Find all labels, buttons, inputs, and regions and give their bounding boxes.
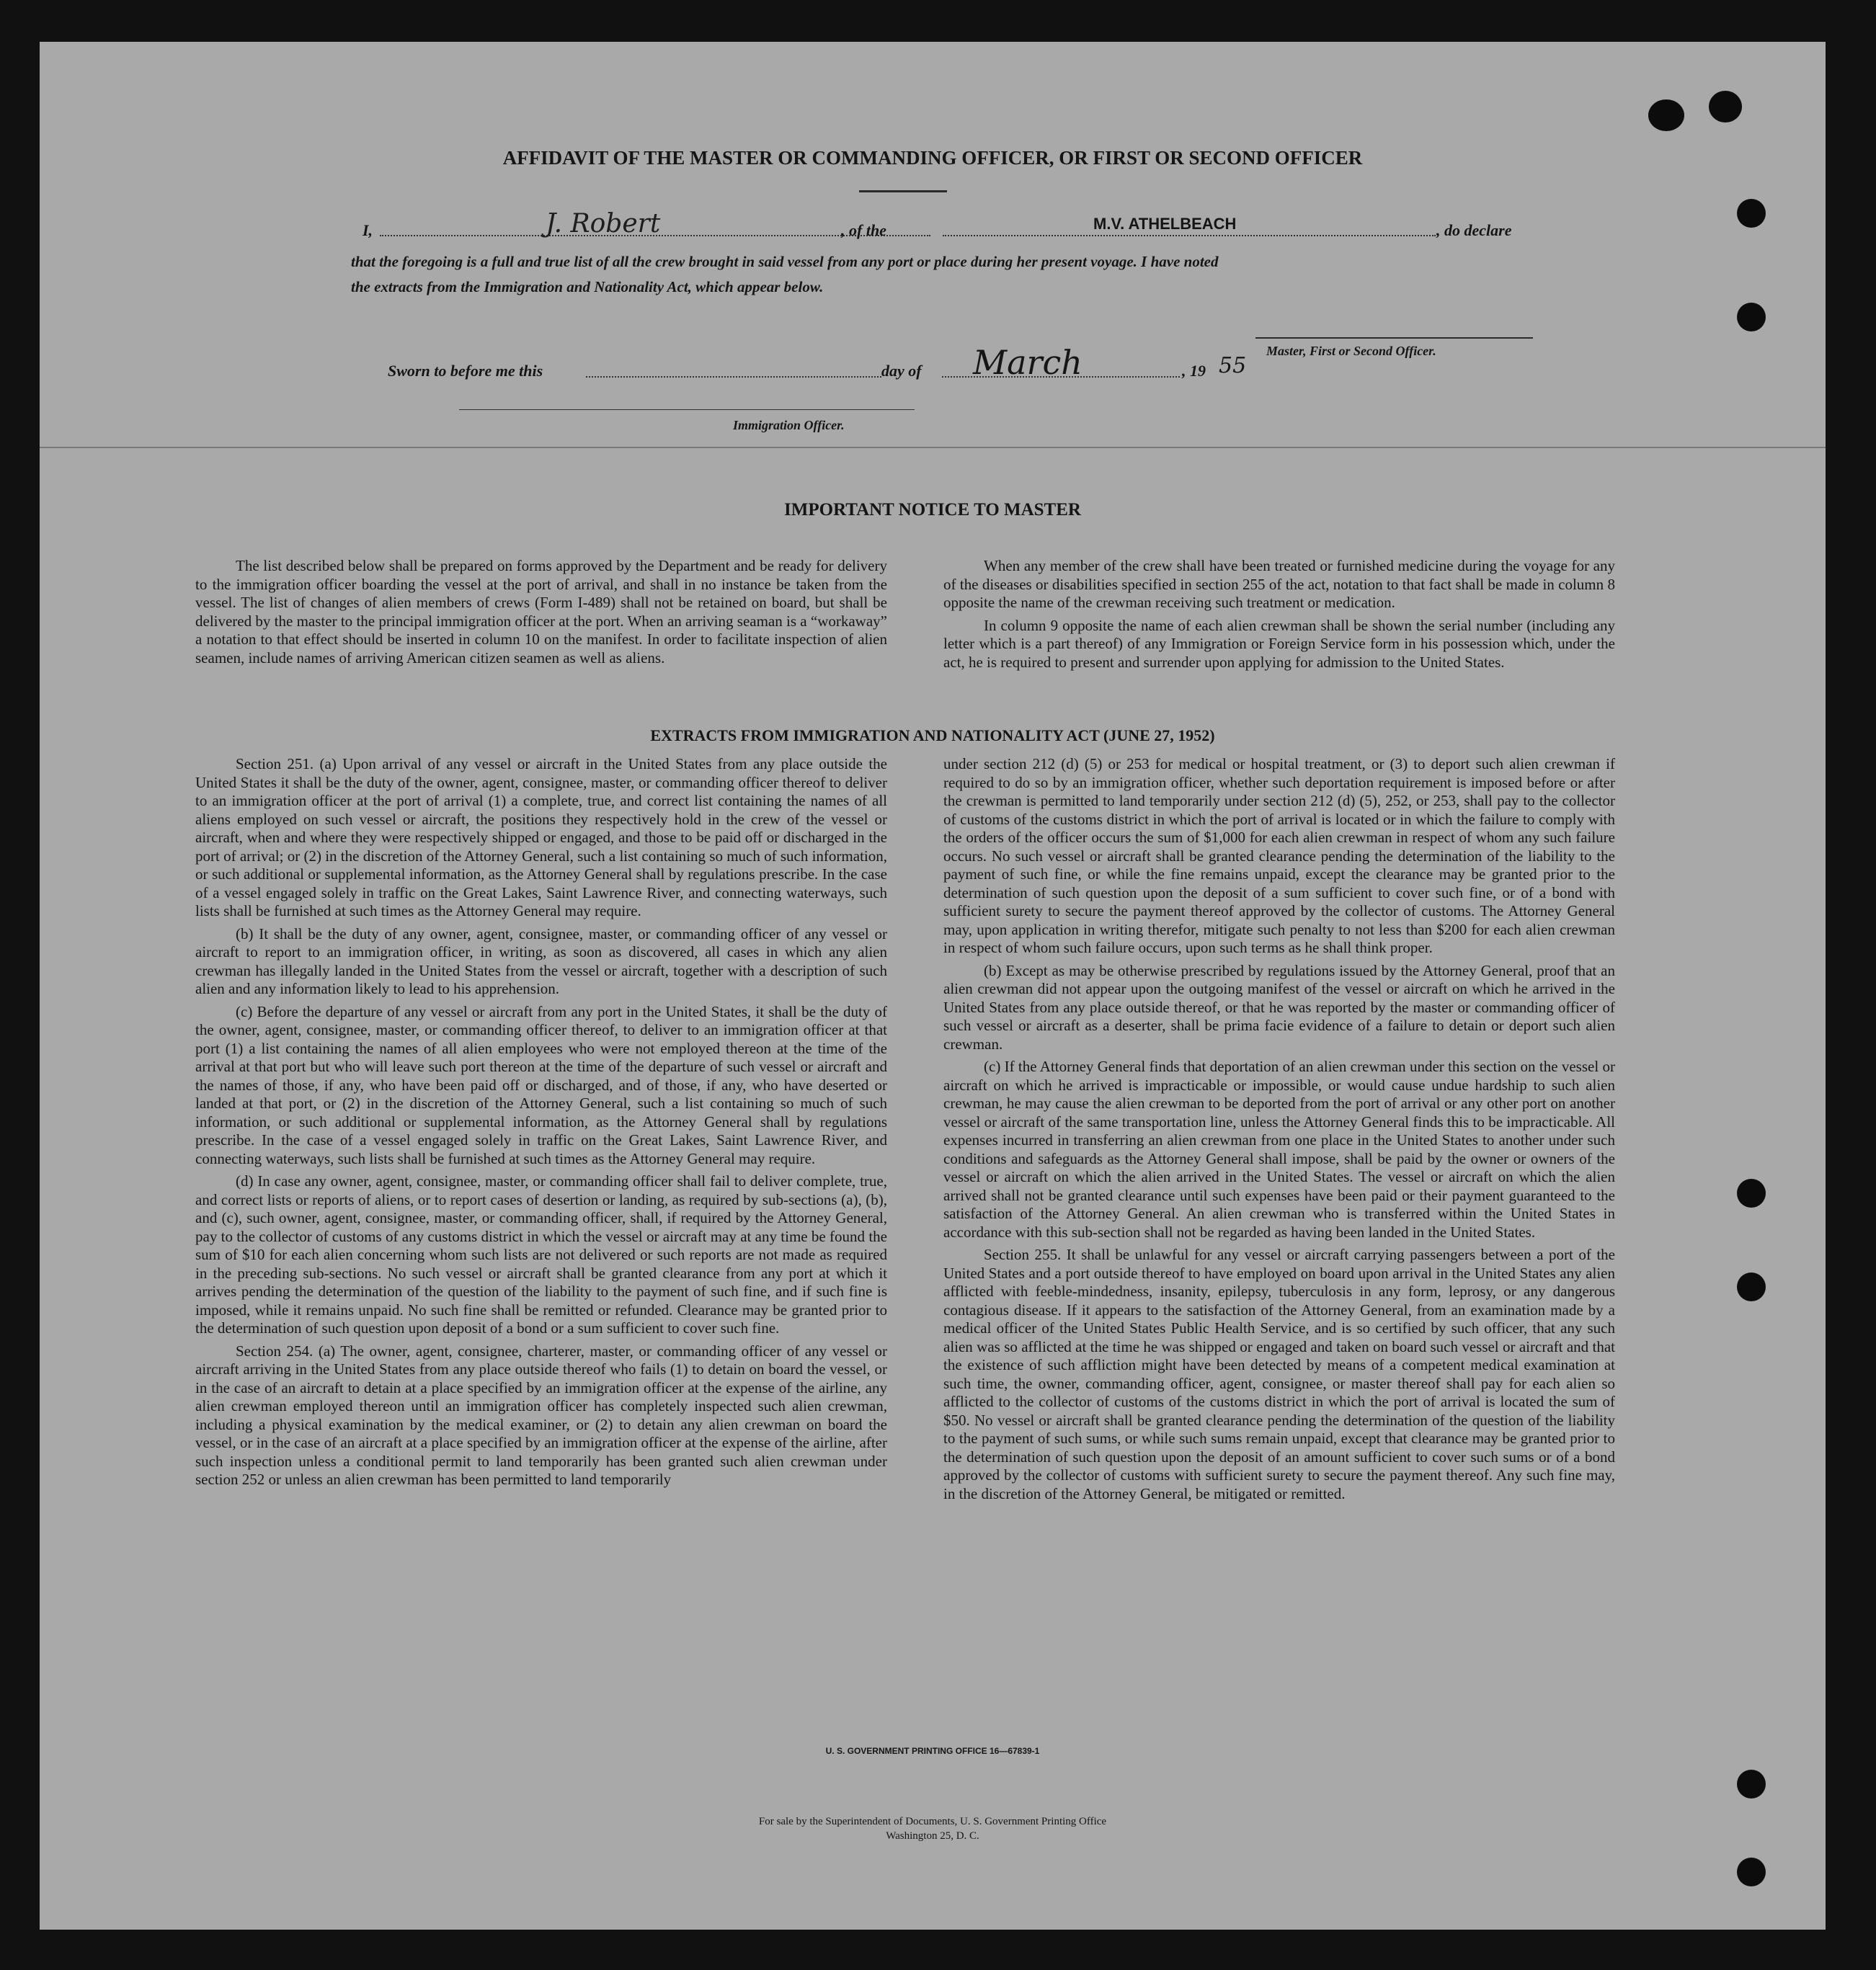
- act-paragraph: (c) If the Attorney General finds that deportation of an alien crewman under this section on the vessel or aircraft on which he arrived is impracticable or impossible, or would cause undue hardship to such alien crewman, he may cause the alien crewman to be deported from the port of arrival or any other port on another vessel or aircraft of the same transportation line, unless the Attorney General finds this to be impracticable. All expenses incurred in transferring an alien crewman from one place in the United States to another under such conditions and safeguards as the Attorney General shall impose, shall be paid by the owner or owners of the vessel or aircraft on which the alien arrived in the United States. The vessel or aircraft on which the alien arrived shall not be granted clearance until such expenses have been paid or their payment guaranteed to the satisfaction of the Attorney General. An alien crewman who is transferred within the United States in accordance with this sub-section shall not be regarded as having been landed in the United States.: [943, 1058, 1615, 1241]
- title-divider: [859, 190, 947, 192]
- day-of-label: day of: [881, 362, 922, 380]
- extracts-right-column: [943, 755, 1615, 1507]
- affidavit-title: AFFIDAVIT OF THE MASTER OR COMMANDING OFFICER, OR FIRST OR SECOND OFFICER: [502, 147, 1363, 169]
- act-paragraph: Section 251. (a) Upon arrival of any vessel or aircraft in the United States from any place outside the United States it shall be the duty of the owner, agent, consignee, master, or commanding officer thereof to deliver to an immigration officer at the port of arrival (1) a complete, true, and correct list containing the names of all aliens employed on such vessel or aircraft, the positions they respectively hold in the crew of the vessel or aircraft, when and where they were respectively shipped or engaged, and those to be paid off or discharged in the port of arrival; or (2) in the discretion of the Attorney General, such a list containing so much of such information, or such additional or supplemental information, as the Attorney General shall by regulations prescribe. In the case of a vessel engaged solely in traffic on the Great Lakes, Saint Lawrence River, and connecting waterways, such lists shall be furnished at such times as the Attorney General may require.: [195, 755, 887, 919]
- vessel-name: M.V. ATHELBEACH: [1093, 215, 1237, 233]
- notice-paragraph: In column 9 opposite the name of each alien crewman shall be shown the serial number (including any letter which is a part thereof) of any Immigration or Foreign Service form in his possession which, under the act, he is required to present and surrender upon applying for admission to the United States.: [943, 616, 1615, 671]
- notice-left-column: [195, 557, 887, 672]
- punch-hole: [1709, 91, 1742, 122]
- punch-hole: [1737, 1273, 1766, 1301]
- printer-imprint: U. S. GOVERNMENT PRINTING OFFICE 16—67839-1: [825, 1746, 1040, 1756]
- of-the-label: , of the: [841, 221, 886, 239]
- affidavit-line-1: that the foregoing is a full and true list of all the crew brought in said vessel from any port or place during her present voyage. I have noted: [351, 253, 1219, 270]
- act-paragraph: Section 254. (a) The owner, agent, consignee, charterer, master, or commanding officer of any vessel or aircraft arriving in the United States from any place outside thereof who fails (1) to detain on board the vessel, or in the case of an aircraft to detain at a place specified by an immigration officer at the expense of the airline, any alien crewman employed thereon until an immigration officer has completely inspected such alien crewman, including a physical examination by the medical examiner, or (2) to detain any alien crewman on board the vessel, or in the case of an aircraft at a place specified by an immigration officer at the expense of the airline, after such inspection unless a conditional permit to land temporarily has been granted such alien crewman under section 252 or unless an alien crewman has been permitted to land temporarily: [195, 1342, 887, 1488]
- handwritten-month: March: [973, 343, 1083, 382]
- document-page: [40, 42, 1826, 1930]
- officer-label: Immigration Officer.: [733, 418, 845, 432]
- punch-hole: [1737, 303, 1766, 331]
- do-declare-label: , do declare: [1436, 221, 1512, 239]
- sworn-day-line: [586, 376, 881, 378]
- act-paragraph: under section 212 (d) (5) or 253 for medical or hospital treatment, or (3) to deport such alien crewman if required to do so by an immigration officer, whether such deportation requirement is imposed before or after the crewman is permitted to land temporarily under section 212 (d) (5), 252, or 253, shall pay to the collector of customs of the customs district in which the port of arrival is located or in which the failure to comply with the orders of the officer occurs the sum of $1,000 for each alien crewman in respect of whom any such failure occurs. No such vessel or aircraft shall be granted clearance pending the determination of the liability to the payment of such fine, or while the fine remains unpaid, except the clearance may be granted prior to the determination of such question upon the deposit of a sum sufficient to cover such fine, or of a bond with sufficient surety to secure the payment thereof approved by the collector of customs. The Attorney General may, upon application in writing therefor, mitigate such penalty to not less than $200 for each alien crewman in respect of whom such failure occurs, upon such terms as he shall think proper.: [943, 755, 1615, 956]
- punch-hole: [1737, 1770, 1766, 1799]
- affidavit-line-2: the extracts from the Immigration and Nationality Act, which appear below.: [351, 278, 824, 295]
- vessel-line: [943, 235, 1436, 236]
- punch-hole: [1737, 1858, 1766, 1886]
- extracts-left-column: [195, 755, 887, 1494]
- officer-signature-line: [459, 409, 915, 410]
- notice-paragraph: The list described below shall be prepared on forms approved by the Department and be ready for delivery to the immigration officer boarding the vessel at the port of arrival, and shall in no instance be taken from the vessel. The list of changes of alien members of crews (Form I-489) shall not be retained on board, but shall be delivered by the master to the principal immigration officer at the port. When an arriving seaman is a “workaway” a notation to that effect should be inserted in column 10 on the manifest. In order to facilitate inspection of alien seamen, include names of arriving American citizen seamen as well as aliens.: [195, 557, 887, 667]
- act-paragraph: (b) Except as may be otherwise prescribed by regulations issued by the Attorney General, proof that an alien crewman did not appear upon the outgoing manifest of the vessel or aircraft on which he arrived in the United States from any place outside thereof, or that he was reported by the master or commanding officer of such vessel or aircraft as a deserter, shall be prima facie evidence of a failure to detain or deport such alien crewman.: [943, 961, 1615, 1053]
- notice-paragraph: When any member of the crew shall have been treated or furnished medicine during the voyage for any of the diseases or disabilities specified in section 255 of the act, notation to that fact shall be made in column 8 opposite the name of the crewman receiving such treatment or medication.: [943, 557, 1615, 611]
- signature-name: J. Robert: [546, 209, 661, 239]
- year-prefix: , 19: [1182, 362, 1206, 380]
- punch-hole: [1737, 1179, 1766, 1208]
- act-paragraph: (b) It shall be the duty of any owner, agent, consignee, master, or commanding officer of any vessel or aircraft to report to an immigration officer, in writing, as soon as discovered, all cases in which any alien crewman has illegally landed in the United States from the vessel or aircraft, together with a description of such alien and any information likely to lead to his apprehension.: [195, 924, 887, 997]
- master-signature-line: [1255, 337, 1533, 339]
- sale-notice: For sale by the Superintendent of Documents, U. S. Government Printing Office: [758, 1816, 1107, 1827]
- act-paragraph: (d) In case any owner, agent, consignee, master, or commanding officer shall fail to deliver complete, true, and correct lists or reports of aliens, or to report cases of desertion or landing, as required by sub-sections (a), (b), and (c), such owner, agent, consignee, master, or commanding officer, shall, if required by the Attorney General, pay to the collector of customs of any customs district in which the vessel or aircraft may at any time be found the sum of $10 for each alien concerning whom such lists are not delivered or such reports are not made as required in the preceding sub-sections. No such vessel or aircraft shall be granted clearance from any port at which it arrives pending the determination of the question of the liability to the payment of such fine, and if such fine is imposed, while it remains unpaid. No such fine shall be remitted or refunded. Clearance may be granted prior to the determination of such question upon deposit of a bond or a sum sufficient to cover such fine.: [195, 1172, 887, 1337]
- punch-hole: [1648, 99, 1684, 131]
- sale-address: Washington 25, D. C.: [886, 1830, 979, 1842]
- master-label: Master, First or Second Officer.: [1266, 344, 1436, 358]
- notice-right-column: [943, 557, 1615, 676]
- act-paragraph: (c) Before the departure of any vessel or aircraft from any port in the United States, it shall be the duty of the owner, agent, consignee, master, or commanding officer thereof, to deliver to an immigration officer at that port (1) a list containing the names of all alien employees who were not employed thereon at the time of the arrival at that port but who will leave such port thereon at the time of the departure of such vessel or aircraft and the names of those, if any, who have been paid off or discharged, and of those, if any, who have deserted or landed at that port, or (2) in the discretion of the Attorney General, such a list containing so much of such information, or such additional or supplemental information, as the Attorney General shall by regulations prescribe. In the case of a vessel engaged solely in traffic on the Great Lakes, Saint Lawrence River, and connecting waterways, such lists shall be furnished at such times as the Attorney General may require.: [195, 1002, 887, 1167]
- affidavit-i: I,: [363, 221, 373, 239]
- notice-title: IMPORTANT NOTICE TO MASTER: [784, 500, 1081, 520]
- extracts-title: EXTRACTS FROM IMMIGRATION AND NATIONALITY ACT (JUNE 27, 1952): [650, 726, 1215, 744]
- sworn-label: Sworn to before me this: [388, 362, 543, 380]
- punch-hole: [1737, 199, 1766, 228]
- handwritten-year: 55: [1219, 353, 1247, 378]
- act-paragraph: Section 255. It shall be unlawful for any vessel or aircraft carrying passengers between a port of the United States and a port outside thereof to have employed on board upon arrival in the United States any alien afflicted with feeble-mindedness, insanity, epilepsy, tuberculosis in any form, leprosy, or any dangerous contagious disease. If it appears to the satisfaction of the Attorney General, from an examination made by a medical officer of the United States Public Health Service, and is so certified by such officer, that any such alien was so afflicted at the time he was shipped or engaged and taken on board such vessel or aircraft and that the existence of such affliction might have been detected by means of a competent medical examination at such time, the owner, commanding officer, agent, consignee, or master thereof shall pay for each alien so afflicted to the collector of customs of the customs district in which the port of arrival is located the sum of $50. No vessel or aircraft shall be granted clearance pending the determination of the question of the liability to the payment of such sums, or while such sums remain unpaid, except that clearance may be granted prior to the determination of such question upon the deposit of an amount sufficient to cover such sums or of a bond approved by the collector of customs with sufficient surety to secure the payment thereof. Any such fine may, in the discretion of the Attorney General, be mitigated or remitted.: [943, 1246, 1615, 1502]
- fold-line: [40, 447, 1826, 448]
